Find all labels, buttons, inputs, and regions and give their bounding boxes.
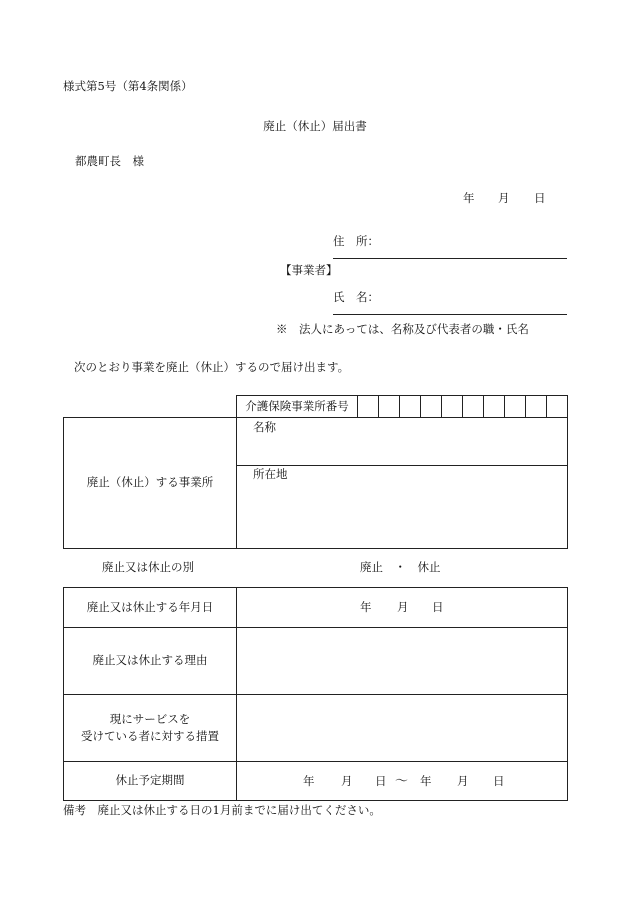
facility-name-label: 名称 [253,420,276,434]
facility-table [63,417,568,549]
insurance-number-cell[interactable] [420,396,441,417]
period-to-month: 月 [457,774,469,788]
month-label: 月 [498,191,510,205]
insurance-number-cell[interactable] [462,396,483,417]
facility-location-field[interactable] [237,484,567,547]
insurance-number-cell[interactable] [504,396,525,417]
name-label: 氏 名： [333,290,379,304]
period-from-day: 日 [375,774,387,788]
distinction-label: 廃止又は休止の別 [102,560,194,574]
addressee: 都農町長 様 [75,154,144,168]
remark-text: 備考 廃止又は休止する日の1月前までに届け出てください。 [63,803,381,817]
date-row-label: 廃止又は休止する年月日 [86,599,214,614]
insurance-number-cell[interactable] [441,396,462,417]
insurance-number-cell[interactable] [357,396,378,417]
insurance-number-cell[interactable] [483,396,504,417]
period-to-day: 日 [493,774,505,788]
reason-field[interactable] [237,628,567,694]
period-from-year: 年 [303,774,315,788]
insurance-number-row [236,395,568,418]
measure-field[interactable] [237,695,567,761]
period-from-month: 月 [341,774,353,788]
name-location-divider [236,465,567,466]
year-label: 年 [463,191,475,205]
applicant-section-label: 【事業者】 [280,263,338,277]
date-day: 日 [432,600,444,614]
day-label: 日 [534,191,546,205]
facility-name-field[interactable] [237,436,567,464]
details-table [63,587,568,801]
facility-location-label: 所在地 [253,467,288,481]
facility-row-label: 廃止（休止）する事業所 [86,475,214,490]
insurance-number-label: 介護保険事業所番号 [245,398,349,413]
measure-label-line-1: 現にサービスを [109,711,191,726]
measure-row-label [64,695,236,761]
form-number: 様式第5号（第4条関係） [63,79,193,93]
address-underline[interactable] [333,258,567,259]
distinction-options[interactable]: 廃止 ・ 休止 [360,560,441,574]
period-row-label: 休止予定期間 [115,773,185,788]
date-month: 月 [397,600,409,614]
period-to-year: 年 [420,774,432,788]
address-label: 住 所： [333,234,379,248]
insurance-number-cell[interactable] [399,396,420,417]
corporate-note: ※ 法人にあっては、名称及び代表者の職・氏名 [276,322,529,336]
document-title: 廃止（休止）届出書 [263,119,367,133]
insurance-number-cell[interactable] [525,396,546,417]
measure-label-line-2: 受けている者に対する措置 [81,729,219,743]
insurance-number-cell[interactable] [378,396,399,417]
intro-text: 次のとおり事業を廃止（休止）するので届け出ます。 [74,360,350,374]
insurance-number-cell[interactable] [546,396,567,417]
date-year: 年 [360,600,372,614]
period-separator: ～ [395,774,409,789]
name-underline[interactable] [333,314,567,315]
reason-row-label: 廃止又は休止する理由 [92,653,208,668]
